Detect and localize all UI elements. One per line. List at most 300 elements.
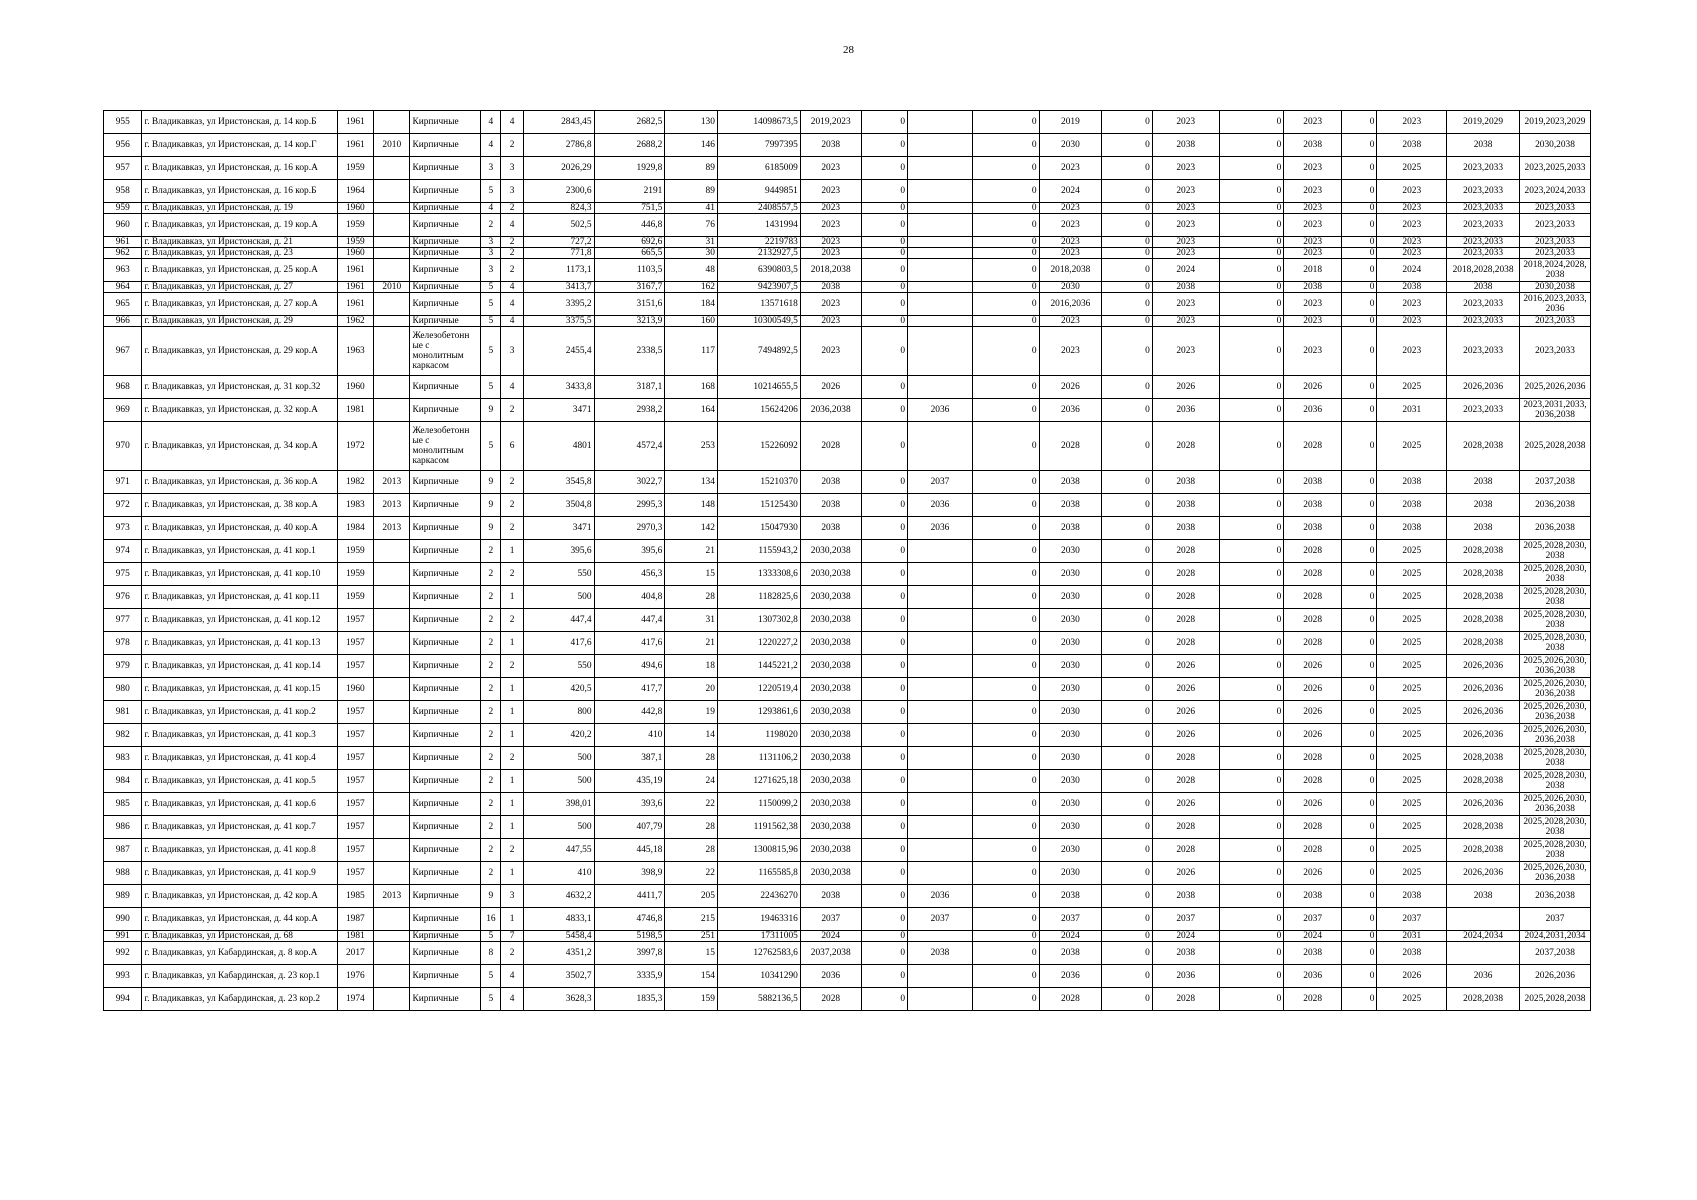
cell-sewer-value: 0 xyxy=(1341,632,1376,655)
cell-water-value: 0 xyxy=(1219,494,1284,517)
cell-living-area: 5198,5 xyxy=(594,931,665,942)
cell-build-year: 1959 xyxy=(337,214,373,237)
cell-heating-year: 2024 xyxy=(1039,931,1102,942)
cell-residents: 48 xyxy=(665,259,718,282)
cell-all-years: 2025,2026,2030, 2036,2038 xyxy=(1520,793,1591,816)
cell-build-year: 1961 xyxy=(337,134,373,157)
table-row xyxy=(104,965,1591,988)
cell-lift-year: 2028,2038 xyxy=(1447,632,1520,655)
cell-build-year: 1981 xyxy=(337,931,373,942)
cell-wall-material: Кирпичные xyxy=(410,111,481,134)
cell-facade-year xyxy=(908,248,973,259)
cell-all-years: 2037 xyxy=(1520,908,1591,931)
cell-all-years: 2025,2026,2030, 2036,2038 xyxy=(1520,724,1591,747)
table-row xyxy=(104,586,1591,609)
cell-living-area: 410 xyxy=(594,724,665,747)
cell-floors: 5 xyxy=(481,931,501,942)
cell-water-value: 0 xyxy=(1219,248,1284,259)
cell-all-years: 2025,2028,2030, 2038 xyxy=(1520,770,1591,793)
cell-entrances: 2 xyxy=(501,655,523,678)
cell-row-number: 969 xyxy=(104,399,142,422)
cell-facade-value: 0 xyxy=(972,471,1039,494)
cell-electric-year: 2025 xyxy=(1377,839,1447,862)
cell-facade-value: 0 xyxy=(972,422,1039,471)
cell-facade-year xyxy=(908,282,973,293)
cell-address: г. Владикавказ, ул Кабардинская, д. 23 кор.2 xyxy=(142,988,337,1011)
cell-all-years: 2026,2036 xyxy=(1520,965,1591,988)
cell-electric-year: 2024 xyxy=(1377,259,1447,282)
cell-roof-year: 2030,2038 xyxy=(800,724,861,747)
cell-floors: 2 xyxy=(481,816,501,839)
cell-living-area: 3335,9 xyxy=(594,965,665,988)
cell-electric-year: 2025 xyxy=(1377,563,1447,586)
cell-residents: 28 xyxy=(665,586,718,609)
cell-address: г. Владикавказ, ул Кабардинская, д. 23 кор.1 xyxy=(142,965,337,988)
cell-build-year: 1957 xyxy=(337,724,373,747)
cell-heating-year: 2030 xyxy=(1039,632,1102,655)
cell-residents: 162 xyxy=(665,282,718,293)
cell-heating-year: 2023 xyxy=(1039,316,1102,327)
cell-water-value: 0 xyxy=(1219,376,1284,399)
cell-heating-value: 0 xyxy=(1102,988,1153,1011)
cell-renovation-year xyxy=(374,965,410,988)
cell-residents: 89 xyxy=(665,157,718,180)
cell-address: г. Владикавказ, ул Иристонская, д. 27 кор.А xyxy=(142,293,337,316)
cell-roof-value: 0 xyxy=(861,471,908,494)
cell-cost: 6185009 xyxy=(717,157,800,180)
cell-floors: 5 xyxy=(481,180,501,203)
cell-wall-material: Железобетонн ые с монолитным каркасом xyxy=(410,327,481,376)
cell-renovation-year xyxy=(374,327,410,376)
cell-living-area: 4572,4 xyxy=(594,422,665,471)
cell-facade-year xyxy=(908,609,973,632)
cell-all-years: 2023,2033 xyxy=(1520,316,1591,327)
cell-heating-value: 0 xyxy=(1102,678,1153,701)
cell-facade-year xyxy=(908,180,973,203)
cell-water-year: 2023 xyxy=(1152,237,1219,248)
cell-facade-value: 0 xyxy=(972,862,1039,885)
cell-entrances: 3 xyxy=(501,327,523,376)
cell-electric-year: 2026 xyxy=(1377,965,1447,988)
cell-build-year: 1957 xyxy=(337,655,373,678)
cell-roof-year: 2028 xyxy=(800,988,861,1011)
cell-heating-year: 2030 xyxy=(1039,563,1102,586)
cell-water-year: 2028 xyxy=(1152,988,1219,1011)
cell-address: г. Владикавказ, ул Иристонская, д. 34 кор.А xyxy=(142,422,337,471)
cell-renovation-year xyxy=(374,563,410,586)
cell-build-year: 1976 xyxy=(337,965,373,988)
cell-roof-value: 0 xyxy=(861,724,908,747)
cell-living-area: 3151,6 xyxy=(594,293,665,316)
cell-residents: 160 xyxy=(665,316,718,327)
cell-build-year: 1959 xyxy=(337,237,373,248)
cell-roof-year: 2026 xyxy=(800,376,861,399)
cell-lift-year: 2023,2033 xyxy=(1447,327,1520,376)
cell-facade-value: 0 xyxy=(972,203,1039,214)
cell-water-value: 0 xyxy=(1219,632,1284,655)
cell-roof-value: 0 xyxy=(861,839,908,862)
cell-roof-year: 2023 xyxy=(800,327,861,376)
cell-address: г. Владикавказ, ул Иристонская, д. 41 кор.9 xyxy=(142,862,337,885)
cell-entrances: 1 xyxy=(501,701,523,724)
cell-address: г. Владикавказ, ул Иристонская, д. 41 кор.12 xyxy=(142,609,337,632)
cell-heating-year: 2030 xyxy=(1039,134,1102,157)
cell-heating-value: 0 xyxy=(1102,248,1153,259)
cell-cost: 15226092 xyxy=(717,422,800,471)
cell-heating-value: 0 xyxy=(1102,965,1153,988)
cell-address: г. Владикавказ, ул Иристонская, д. 14 кор.Г xyxy=(142,134,337,157)
cell-entrances: 1 xyxy=(501,908,523,931)
cell-heating-value: 0 xyxy=(1102,931,1153,942)
cell-roof-year: 2030,2038 xyxy=(800,747,861,770)
cell-floors: 2 xyxy=(481,655,501,678)
cell-renovation-year xyxy=(374,293,410,316)
cell-living-area: 4746,8 xyxy=(594,908,665,931)
cell-floors: 3 xyxy=(481,237,501,248)
cell-lift-year: 2038 xyxy=(1447,471,1520,494)
cell-heating-year: 2019 xyxy=(1039,111,1102,134)
cell-sewer-value: 0 xyxy=(1341,942,1376,965)
cell-entrances: 4 xyxy=(501,111,523,134)
cell-roof-year: 2030,2038 xyxy=(800,655,861,678)
cell-water-value: 0 xyxy=(1219,293,1284,316)
cell-floors: 5 xyxy=(481,965,501,988)
cell-cost: 1182825,6 xyxy=(717,586,800,609)
cell-lift-year: 2038 xyxy=(1447,885,1520,908)
cell-floors: 2 xyxy=(481,678,501,701)
cell-wall-material: Кирпичные xyxy=(410,316,481,327)
cell-total-area: 398,01 xyxy=(523,793,594,816)
cell-roof-value: 0 xyxy=(861,701,908,724)
cell-facade-year xyxy=(908,632,973,655)
cell-residents: 28 xyxy=(665,839,718,862)
cell-total-area: 3628,3 xyxy=(523,988,594,1011)
table-row xyxy=(104,316,1591,327)
cell-residents: 19 xyxy=(665,701,718,724)
cell-water-value: 0 xyxy=(1219,586,1284,609)
cell-total-area: 3471 xyxy=(523,517,594,540)
cell-facade-year xyxy=(908,770,973,793)
cell-total-area: 550 xyxy=(523,655,594,678)
cell-facade-year xyxy=(908,586,973,609)
cell-build-year: 1957 xyxy=(337,770,373,793)
cell-roof-value: 0 xyxy=(861,180,908,203)
cell-sewer-value: 0 xyxy=(1341,563,1376,586)
cell-floors: 5 xyxy=(481,293,501,316)
cell-facade-value: 0 xyxy=(972,282,1039,293)
cell-lift-year: 2028,2038 xyxy=(1447,422,1520,471)
cell-electric-year: 2025 xyxy=(1377,793,1447,816)
cell-living-area: 3187,1 xyxy=(594,376,665,399)
cell-water-value: 0 xyxy=(1219,965,1284,988)
cell-residents: 22 xyxy=(665,793,718,816)
cell-wall-material: Кирпичные xyxy=(410,816,481,839)
cell-entrances: 6 xyxy=(501,422,523,471)
cell-wall-material: Кирпичные xyxy=(410,586,481,609)
cell-water-value: 0 xyxy=(1219,214,1284,237)
cell-renovation-year xyxy=(374,862,410,885)
cell-lift-year: 2038 xyxy=(1447,517,1520,540)
cell-facade-value: 0 xyxy=(972,248,1039,259)
cell-cost: 2219783 xyxy=(717,237,800,248)
cell-build-year: 1960 xyxy=(337,203,373,214)
cell-residents: 184 xyxy=(665,293,718,316)
cell-row-number: 994 xyxy=(104,988,142,1011)
cell-build-year: 1959 xyxy=(337,586,373,609)
cell-water-value: 0 xyxy=(1219,839,1284,862)
cell-electric-year: 2025 xyxy=(1377,586,1447,609)
cell-facade-year: 2036 xyxy=(908,517,973,540)
cell-sewer-value: 0 xyxy=(1341,724,1376,747)
cell-heating-value: 0 xyxy=(1102,157,1153,180)
table-row xyxy=(104,701,1591,724)
cell-heating-value: 0 xyxy=(1102,134,1153,157)
cell-sewer-value: 0 xyxy=(1341,282,1376,293)
cell-address: г. Владикавказ, ул Иристонская, д. 16 кор.Б xyxy=(142,180,337,203)
cell-electric-year: 2023 xyxy=(1377,248,1447,259)
table-row xyxy=(104,327,1591,376)
cell-renovation-year xyxy=(374,701,410,724)
cell-entrances: 1 xyxy=(501,770,523,793)
cell-electric-year: 2023 xyxy=(1377,111,1447,134)
cell-cost: 1165585,8 xyxy=(717,862,800,885)
cell-cost: 1150099,2 xyxy=(717,793,800,816)
cell-row-number: 991 xyxy=(104,931,142,942)
cell-water-year: 2028 xyxy=(1152,586,1219,609)
cell-renovation-year xyxy=(374,248,410,259)
cell-facade-value: 0 xyxy=(972,908,1039,931)
cell-water-value: 0 xyxy=(1219,563,1284,586)
cell-facade-year: 2037 xyxy=(908,908,973,931)
cell-address: г. Владикавказ, ул Иристонская, д. 41 кор.10 xyxy=(142,563,337,586)
table-row xyxy=(104,988,1591,1011)
cell-wall-material: Кирпичные xyxy=(410,157,481,180)
cell-row-number: 958 xyxy=(104,180,142,203)
cell-lift-year: 2018,2028,2038 xyxy=(1447,259,1520,282)
cell-build-year: 1961 xyxy=(337,293,373,316)
cell-electric-year: 2023 xyxy=(1377,293,1447,316)
cell-cost: 1293861,6 xyxy=(717,701,800,724)
cell-all-years: 2023,2033 xyxy=(1520,237,1591,248)
cell-renovation-year: 2013 xyxy=(374,494,410,517)
cell-roof-value: 0 xyxy=(861,655,908,678)
cell-cost: 1131106,2 xyxy=(717,747,800,770)
cell-build-year: 1984 xyxy=(337,517,373,540)
cell-build-year: 1985 xyxy=(337,885,373,908)
cell-roof-value: 0 xyxy=(861,422,908,471)
cell-sewer-year: 2037 xyxy=(1284,908,1342,931)
cell-entrances: 2 xyxy=(501,517,523,540)
cell-facade-value: 0 xyxy=(972,540,1039,563)
cell-sewer-year: 2028 xyxy=(1284,770,1342,793)
cell-roof-year: 2030,2038 xyxy=(800,609,861,632)
cell-row-number: 961 xyxy=(104,237,142,248)
cell-facade-value: 0 xyxy=(972,563,1039,586)
cell-sewer-value: 0 xyxy=(1341,862,1376,885)
cell-roof-value: 0 xyxy=(861,494,908,517)
cell-row-number: 990 xyxy=(104,908,142,931)
cell-heating-value: 0 xyxy=(1102,563,1153,586)
cell-heating-value: 0 xyxy=(1102,471,1153,494)
cell-row-number: 970 xyxy=(104,422,142,471)
cell-floors: 2 xyxy=(481,862,501,885)
cell-facade-year xyxy=(908,988,973,1011)
cell-wall-material: Кирпичные xyxy=(410,839,481,862)
cell-roof-year: 2036 xyxy=(800,965,861,988)
cell-floors: 5 xyxy=(481,316,501,327)
cell-cost: 7494892,5 xyxy=(717,327,800,376)
cell-residents: 117 xyxy=(665,327,718,376)
cell-residents: 146 xyxy=(665,134,718,157)
cell-roof-year: 2023 xyxy=(800,157,861,180)
table-row xyxy=(104,248,1591,259)
cell-electric-year: 2025 xyxy=(1377,157,1447,180)
cell-row-number: 988 xyxy=(104,862,142,885)
table-row xyxy=(104,816,1591,839)
cell-total-area: 4351,2 xyxy=(523,942,594,965)
cell-facade-value: 0 xyxy=(972,632,1039,655)
cell-cost: 6390803,5 xyxy=(717,259,800,282)
cell-renovation-year xyxy=(374,988,410,1011)
cell-sewer-year: 2028 xyxy=(1284,816,1342,839)
cell-total-area: 3471 xyxy=(523,399,594,422)
cell-water-year: 2026 xyxy=(1152,724,1219,747)
cell-sewer-value: 0 xyxy=(1341,586,1376,609)
cell-water-year: 2028 xyxy=(1152,540,1219,563)
cell-facade-year xyxy=(908,724,973,747)
cell-all-years: 2036,2038 xyxy=(1520,517,1591,540)
cell-facade-value: 0 xyxy=(972,701,1039,724)
cell-sewer-year: 2026 xyxy=(1284,862,1342,885)
cell-sewer-value: 0 xyxy=(1341,747,1376,770)
cell-all-years: 2018,2024,2028, 2038 xyxy=(1520,259,1591,282)
cell-entrances: 2 xyxy=(501,494,523,517)
cell-water-value: 0 xyxy=(1219,203,1284,214)
cell-wall-material: Кирпичные xyxy=(410,259,481,282)
cell-row-number: 979 xyxy=(104,655,142,678)
cell-water-year: 2038 xyxy=(1152,282,1219,293)
cell-roof-value: 0 xyxy=(861,816,908,839)
cell-roof-year: 2038 xyxy=(800,517,861,540)
table-row xyxy=(104,471,1591,494)
cell-facade-year: 2036 xyxy=(908,399,973,422)
cell-living-area: 665,5 xyxy=(594,248,665,259)
cell-heating-value: 0 xyxy=(1102,540,1153,563)
table-row xyxy=(104,399,1591,422)
cell-water-value: 0 xyxy=(1219,942,1284,965)
cell-floors: 2 xyxy=(481,586,501,609)
cell-water-year: 2037 xyxy=(1152,908,1219,931)
cell-sewer-year: 2023 xyxy=(1284,237,1342,248)
cell-heating-year: 2028 xyxy=(1039,988,1102,1011)
table-row xyxy=(104,214,1591,237)
cell-wall-material: Кирпичные xyxy=(410,517,481,540)
cell-address: г. Владикавказ, ул Иристонская, д. 21 xyxy=(142,237,337,248)
cell-water-year: 2038 xyxy=(1152,471,1219,494)
cell-entrances: 4 xyxy=(501,214,523,237)
cell-address: г. Владикавказ, ул Иристонская, д. 14 кор.Б xyxy=(142,111,337,134)
cell-floors: 2 xyxy=(481,747,501,770)
cell-roof-year: 2019,2023 xyxy=(800,111,861,134)
cell-water-value: 0 xyxy=(1219,422,1284,471)
cell-build-year: 1960 xyxy=(337,248,373,259)
cell-row-number: 992 xyxy=(104,942,142,965)
cell-heating-value: 0 xyxy=(1102,885,1153,908)
cell-total-area: 3502,7 xyxy=(523,965,594,988)
cell-cost: 15125430 xyxy=(717,494,800,517)
cell-lift-year: 2028,2038 xyxy=(1447,816,1520,839)
cell-residents: 134 xyxy=(665,471,718,494)
cell-address: г. Владикавказ, ул Иристонская, д. 68 xyxy=(142,931,337,942)
cell-all-years: 2037,2038 xyxy=(1520,471,1591,494)
cell-entrances: 2 xyxy=(501,399,523,422)
cell-water-value: 0 xyxy=(1219,862,1284,885)
cell-sewer-year: 2038 xyxy=(1284,134,1342,157)
cell-all-years: 2025,2028,2030, 2038 xyxy=(1520,632,1591,655)
cell-entrances: 2 xyxy=(501,203,523,214)
cell-wall-material: Кирпичные xyxy=(410,908,481,931)
cell-heating-value: 0 xyxy=(1102,655,1153,678)
cell-build-year: 1987 xyxy=(337,908,373,931)
cell-heating-year: 2038 xyxy=(1039,471,1102,494)
cell-heating-year: 2023 xyxy=(1039,248,1102,259)
cell-lift-year xyxy=(1447,908,1520,931)
cell-wall-material: Кирпичные xyxy=(410,376,481,399)
cell-total-area: 550 xyxy=(523,563,594,586)
cell-heating-value: 0 xyxy=(1102,770,1153,793)
cell-entrances: 3 xyxy=(501,885,523,908)
cell-water-year: 2024 xyxy=(1152,931,1219,942)
cell-heating-value: 0 xyxy=(1102,701,1153,724)
cell-cost: 1431994 xyxy=(717,214,800,237)
cell-all-years: 2025,2026,2036 xyxy=(1520,376,1591,399)
cell-sewer-year: 2028 xyxy=(1284,839,1342,862)
cell-all-years: 2025,2028,2030, 2038 xyxy=(1520,586,1591,609)
cell-floors: 9 xyxy=(481,399,501,422)
cell-residents: 251 xyxy=(665,931,718,942)
cell-electric-year: 2025 xyxy=(1377,655,1447,678)
cell-facade-value: 0 xyxy=(972,770,1039,793)
cell-roof-value: 0 xyxy=(861,376,908,399)
cell-water-value: 0 xyxy=(1219,724,1284,747)
cell-renovation-year xyxy=(374,609,410,632)
cell-heating-year: 2030 xyxy=(1039,655,1102,678)
cell-cost: 12762583,6 xyxy=(717,942,800,965)
cell-wall-material: Кирпичные xyxy=(410,494,481,517)
cell-sewer-year: 2024 xyxy=(1284,931,1342,942)
table-row xyxy=(104,282,1591,293)
cell-sewer-value: 0 xyxy=(1341,655,1376,678)
cell-water-year: 2026 xyxy=(1152,793,1219,816)
cell-living-area: 417,6 xyxy=(594,632,665,655)
cell-residents: 15 xyxy=(665,563,718,586)
table-row xyxy=(104,942,1591,965)
cell-floors: 5 xyxy=(481,376,501,399)
cell-entrances: 4 xyxy=(501,376,523,399)
cell-build-year: 1960 xyxy=(337,376,373,399)
cell-cost: 17311005 xyxy=(717,931,800,942)
cell-facade-value: 0 xyxy=(972,214,1039,237)
cell-row-number: 986 xyxy=(104,816,142,839)
cell-living-area: 393,6 xyxy=(594,793,665,816)
cell-total-area: 3545,8 xyxy=(523,471,594,494)
cell-renovation-year: 2013 xyxy=(374,517,410,540)
cell-all-years: 2019,2023,2029 xyxy=(1520,111,1591,134)
cell-facade-value: 0 xyxy=(972,180,1039,203)
cell-row-number: 980 xyxy=(104,678,142,701)
cell-lift-year: 2026,2036 xyxy=(1447,724,1520,747)
cell-heating-value: 0 xyxy=(1102,517,1153,540)
